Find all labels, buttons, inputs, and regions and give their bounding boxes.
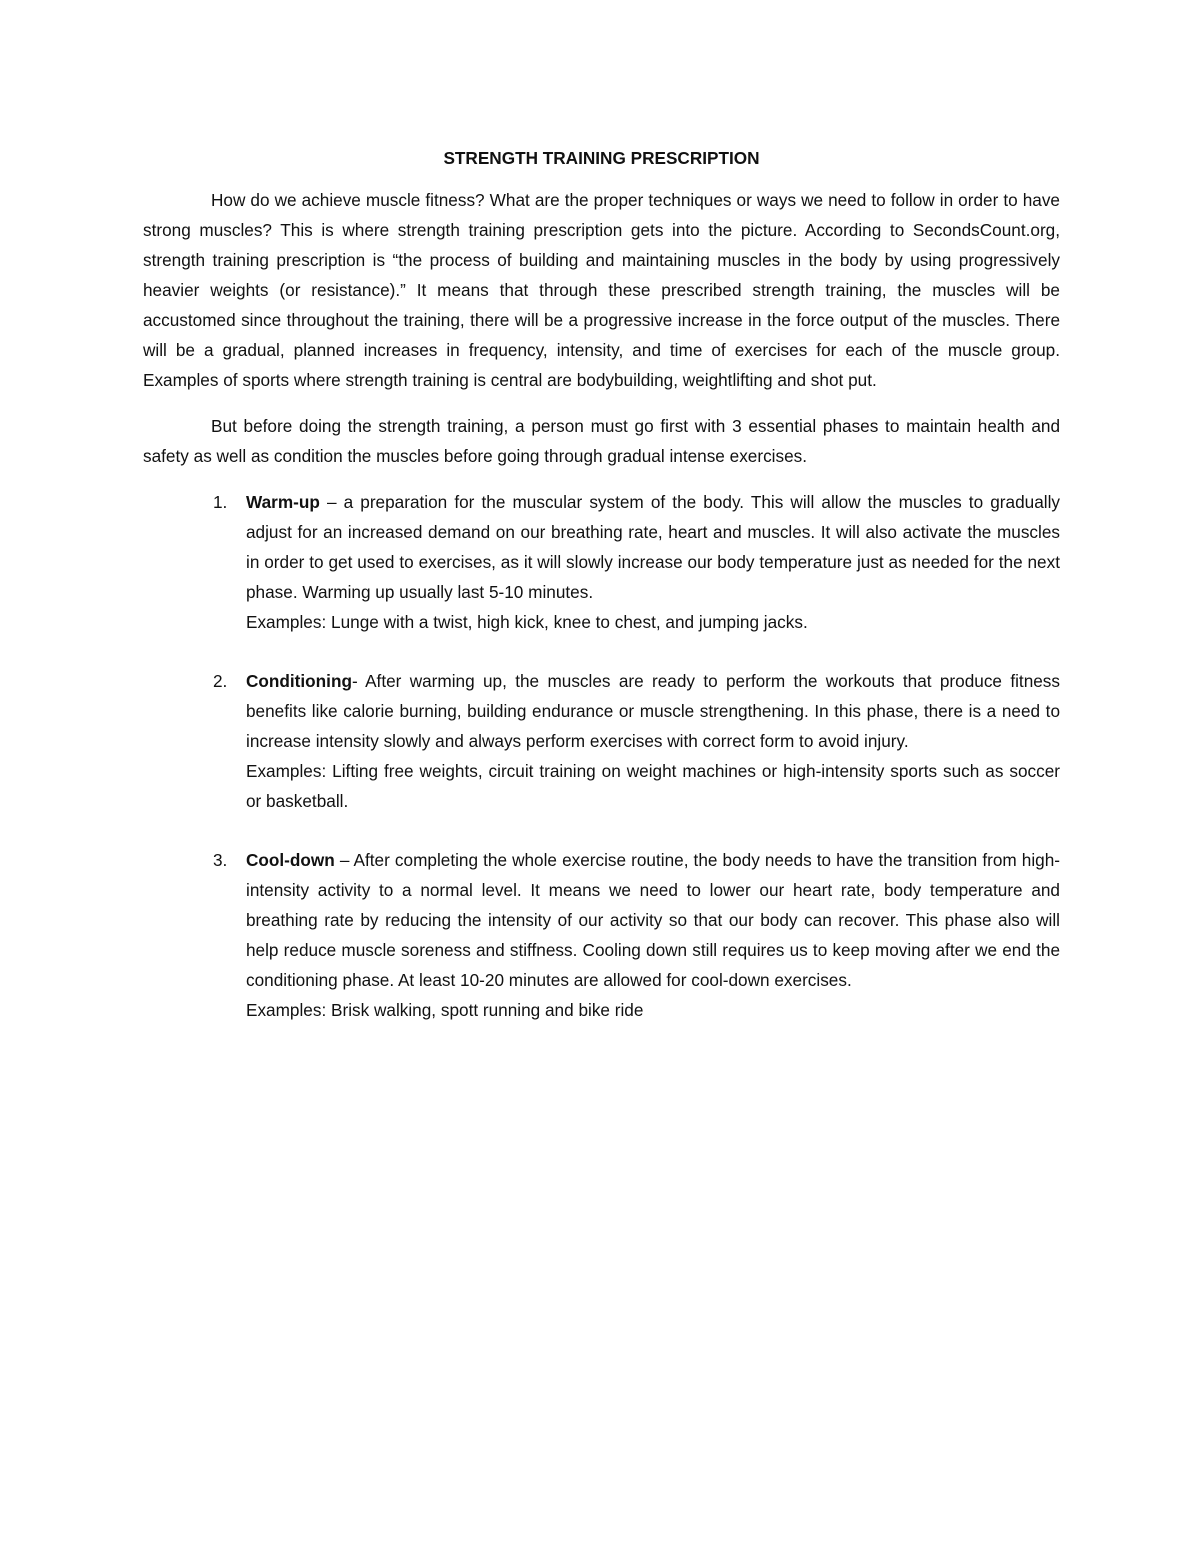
phase-term: Conditioning <box>246 671 352 691</box>
list-number: 2. <box>213 671 228 691</box>
phase-text: – a preparation for the muscular system of the body. This will allow the muscles to gradually adjust for an increased demand on our breathing rate, heart and muscles. It will also activate the muscles in order to get used to exercises, as it will slowly increase our body temperature just as needed for the next phase. Warming up usually last 5-10 minutes. <box>246 492 1060 602</box>
phase-text: – After completing the whole exercise routine, the body needs to have the transition from high-intensity activity to a normal level. It means we need to lower our heart rate, body temperature and breathing rate by reducing the intensity of our activity so that our body can recover. This phase also will help reduce muscle soreness and stiffness. Cooling down still requires us to keep moving after we end the conditioning phase. At least 10-20 minutes are allowed for cool-down exercises. <box>246 850 1060 990</box>
list-item-cool-down <box>143 845 1060 1025</box>
phase-examples: Examples: Lifting free weights, circuit training on weight machines or high-intensity sports such as soccer or basketball. <box>246 761 1060 811</box>
phase-description <box>246 487 1060 607</box>
document-title: STRENGTH TRAINING PRESCRIPTION <box>443 148 760 168</box>
list-item-warm-up <box>143 487 1060 637</box>
intro-paragraph: How do we achieve muscle fitness? What are the proper techniques or ways we need to follow in order to have strong muscles? This is where strength training prescription gets into the picture. According to SecondsCount.org, strength training prescription is “the process of building and maintaining muscles in the body by using progressively heavier weights (or resistance).” It means that through these prescribed strength training, the muscles will be accustomed since throughout the training, there will be a progressive increase in the force output of the muscles. There will be a gradual, planned increases in frequency, intensity, and time of exercises for each of the muscle group. Examples of sports where strength training is central are bodybuilding, weightlifting and shot put. <box>143 190 1060 390</box>
list-item-conditioning <box>143 666 1060 816</box>
phase-term: Cool-down <box>246 850 335 870</box>
phase-description <box>246 845 1060 995</box>
list-number: 1. <box>213 492 228 512</box>
phase-examples: Examples: Brisk walking, spott running and bike ride <box>246 1000 644 1020</box>
list-number: 3. <box>213 850 228 870</box>
phase-examples: Examples: Lunge with a twist, high kick, knee to chest, and jumping jacks. <box>246 612 808 632</box>
phase-text: - After warming up, the muscles are ready to perform the workouts that produce fitness benefits like calorie burning, building endurance or muscle strengthening. In this phase, there is a need to increase intensity slowly and always perform exercises with correct form to avoid injury. <box>246 671 1060 751</box>
phase-description <box>246 666 1060 756</box>
phases-list <box>143 487 1060 1025</box>
phase-term: Warm-up <box>246 492 320 512</box>
phases-intro-paragraph: But before doing the strength training, a person must go first with 3 essential phases to maintain health and safety as well as condition the muscles before going through gradual intense exercises. <box>143 416 1060 466</box>
